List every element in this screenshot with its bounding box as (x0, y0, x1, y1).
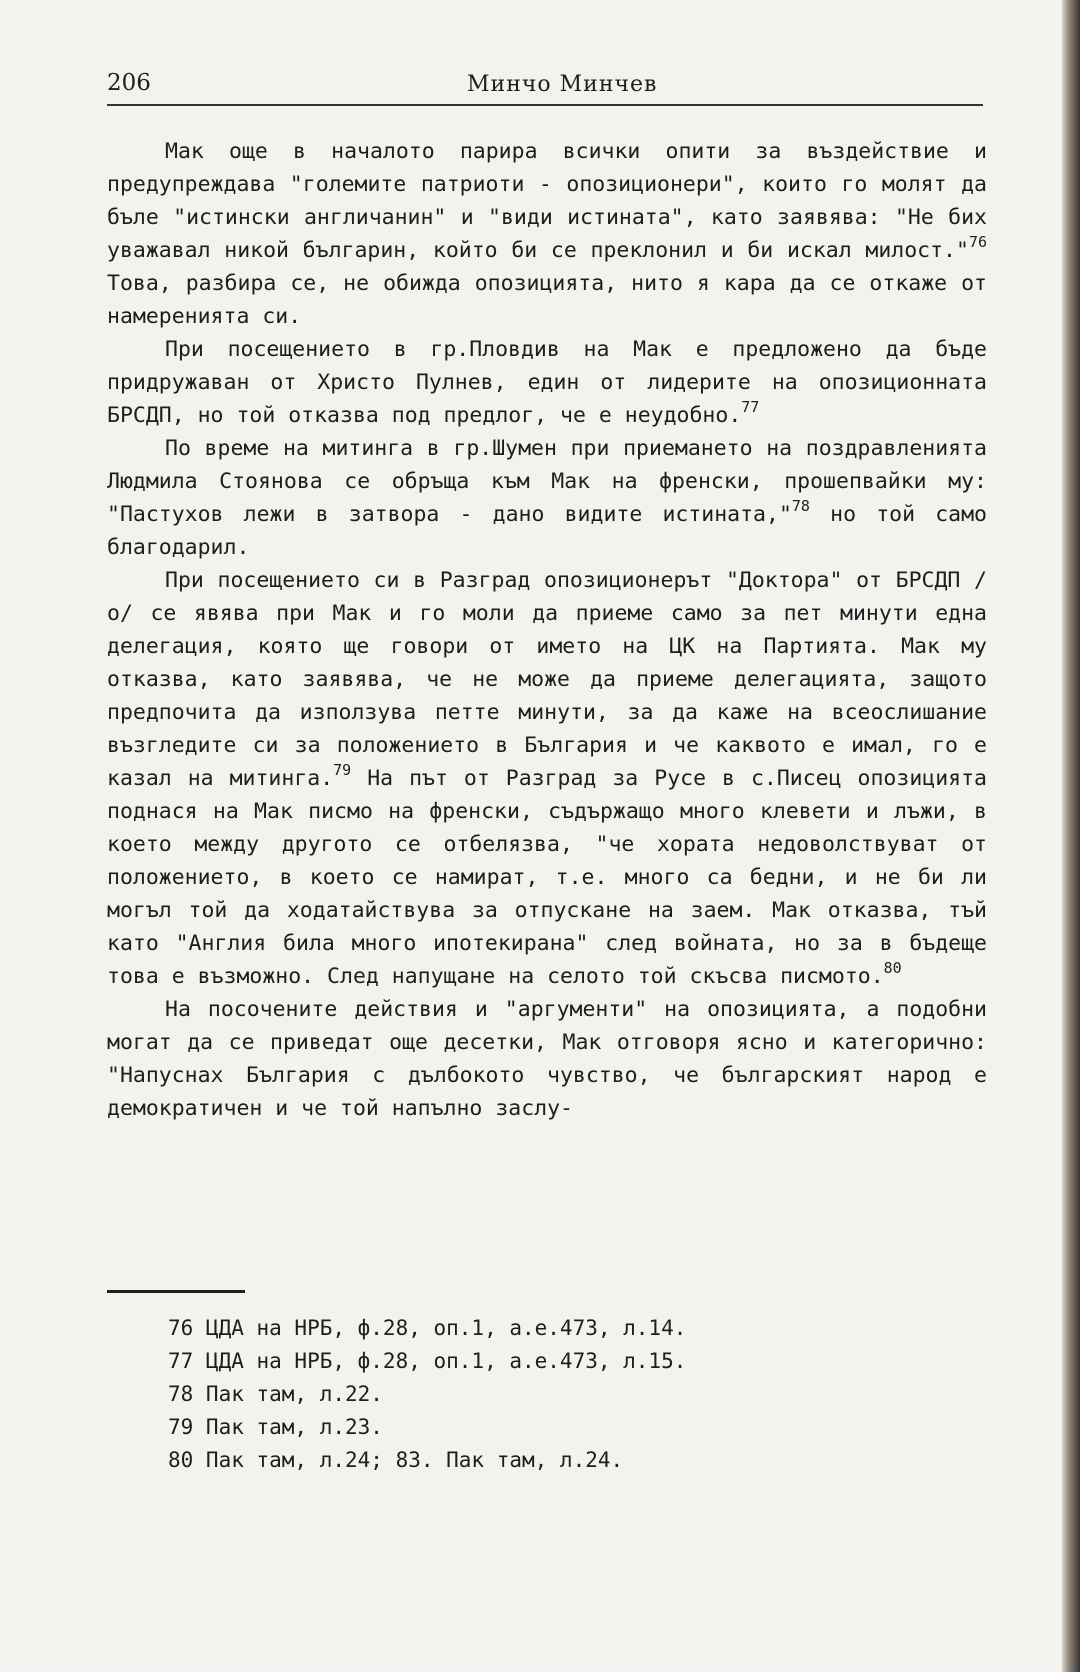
footnote: 78 Пак там, л.22. (168, 1382, 383, 1406)
footnote-ref: 79 (333, 761, 352, 779)
footnote-ref: 80 (883, 959, 902, 977)
paragraph (107, 564, 987, 993)
paragraph-text: При посещението в гр.Пловдив на Мак е предложено да бъде придружаван от Христо Пулнев, един от лидерите на опозиционната БРСДП, но той отказва под предлог, че е неудобно. (107, 337, 987, 428)
footnote: 77 ЦДА на НРБ, ф.28, оп.1, а.е.473, л.15. (168, 1349, 687, 1373)
page-number: 206 (107, 70, 151, 96)
footnote: 80 Пак там, л.24; 83. Пак там, л.24. (168, 1448, 624, 1472)
paragraph (107, 333, 987, 432)
footnote-ref: 77 (741, 398, 760, 416)
footnotes (168, 1312, 968, 1477)
paragraph-text: При посещението си в Разград опозиционерът "Доктора" от БРСДП /о/ се явява при Мак и го моли да приеме само за пет минути една делегация, която ще говори от името на ЦК на Партията. Мак му отказва, като заявява, че не може да приеме делегацията, защото предпочита да използува петте минути, за да каже на всеослишание възгледите си за положението в България и че каквото е имал, го е казал на митинга. (107, 568, 987, 791)
page-header (107, 70, 983, 106)
footnote: 79 Пак там, л.23. (168, 1415, 383, 1439)
paragraph (107, 135, 987, 333)
paragraph (107, 993, 987, 1125)
footnote: 76 ЦДА на НРБ, ф.28, оп.1, а.е.473, л.14. (168, 1316, 687, 1340)
running-head: Минчо Минчев (467, 72, 658, 97)
paragraph-text: но той само благодарил. (107, 502, 987, 560)
book-spine-edge (1062, 0, 1080, 1672)
body-text (107, 135, 987, 1125)
footnote-divider (107, 1290, 245, 1293)
paragraph (107, 432, 987, 564)
paragraph-text: На път от Разград за Русе в с.Писец опозицията поднася на Мак писмо на френски, съдържащо много клевети и лъжи, в което между другото се отбелязва, "че хората недоволствуват от положението, в което се намират, т.е. много са бедни, и не би ли могъл той да ходатайствува за отпускане на заем. Мак отказва, тъй като "Англия била много ипотекирана" след войната, но за в бъдеще това е възможно. След напущане на селото той скъсва писмото. (107, 766, 987, 989)
footnote-ref: 76 (968, 233, 987, 251)
paragraph-text: Това, разбира се, не обижда опозицията, нито я кара да се откаже от намеренията си. (107, 271, 987, 329)
paragraph-text: По време на митинга в гр.Шумен при приемането на поздравленията Людмила Стоянова се обръща към Мак на френски, прошепвайки му: "Пастухов лежи в затвора - дано видите истината," (107, 436, 987, 527)
footnote-ref: 78 (791, 497, 810, 515)
paragraph-text: На посочените действия и "аргументи" на опозицията, а подобни могат да се приведат още десетки, Мак отговоря ясно и категорично: "Напуснах България с дълбокото чувство, че българският народ е демократичен и че той напълно заслу- (107, 997, 987, 1121)
paragraph-text: Мак още в началото парира всички опити за въздействие и предупреждава "големите патриоти - опозиционери", които го молят да бъле "истински англичанин" и "види истината", като заявява: "Не бих уважавал никой българин, който би се преклонил и би искал милост." (107, 139, 987, 263)
